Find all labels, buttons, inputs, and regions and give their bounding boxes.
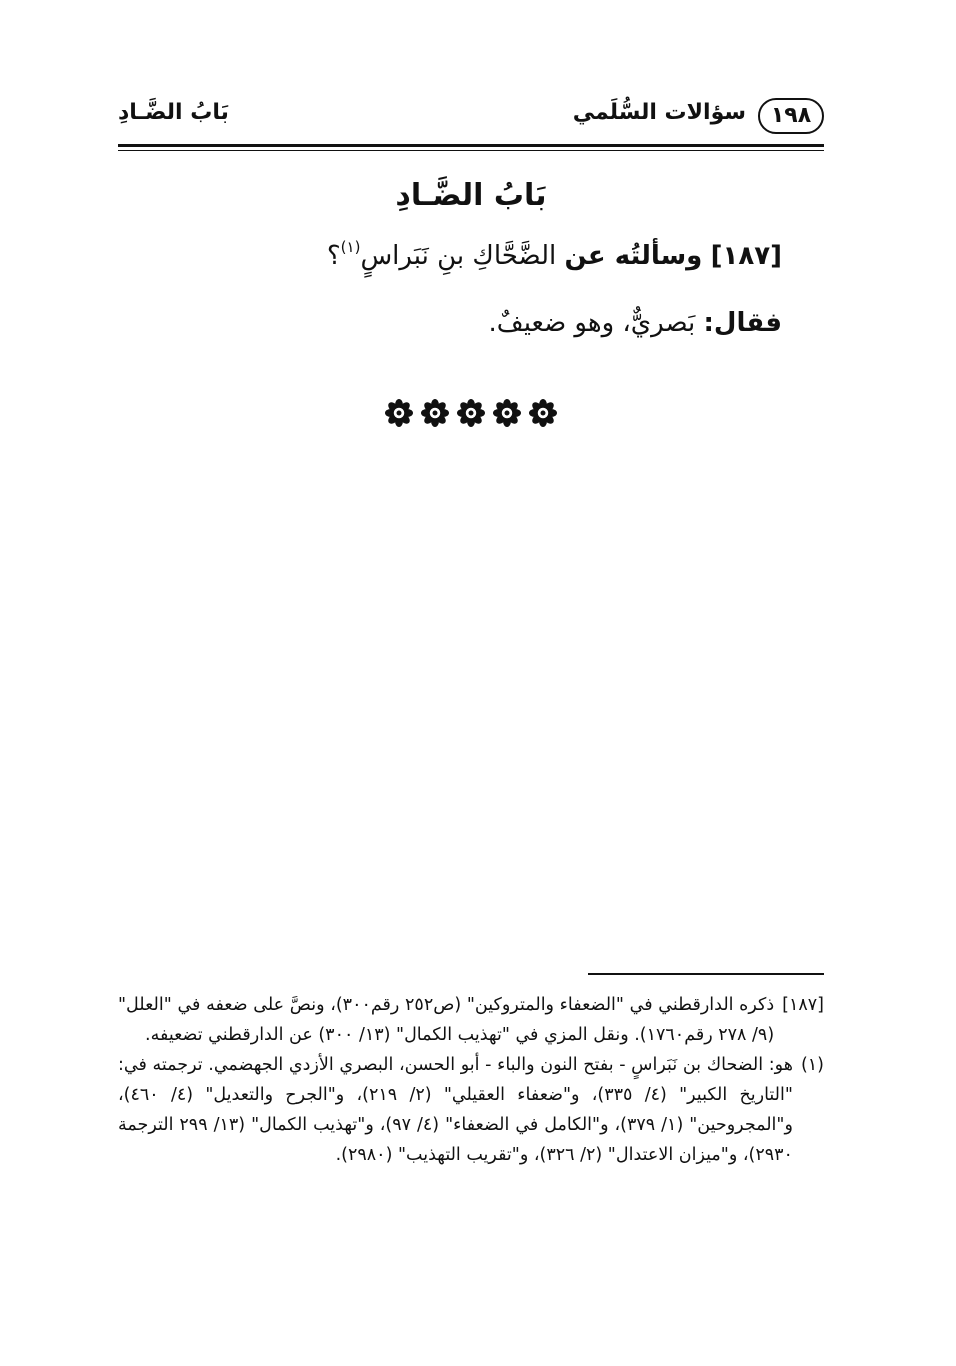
entry-number: [١٨٧] bbox=[710, 241, 782, 271]
footnote-reference[interactable]: (١) bbox=[340, 238, 361, 256]
section-end-ornaments bbox=[118, 398, 824, 428]
footnote-item bbox=[118, 1050, 824, 1170]
header-divider bbox=[118, 144, 824, 147]
book-title: سؤالات السُّلَمي bbox=[572, 100, 746, 125]
footnote-mark: [١٨٧] bbox=[782, 995, 824, 1015]
flower-ornament-icon bbox=[492, 398, 522, 428]
footnote-divider bbox=[588, 973, 824, 975]
answer-label: فقال: bbox=[703, 308, 782, 338]
footnotes bbox=[118, 990, 824, 1170]
chapter-header: بَابُ الضَّـادِ bbox=[118, 100, 229, 125]
footnote-text: هو: الضحاك بن نَبَراسٍ - بفتح النون والباء - أبو الحسن، البصري الأزدي الجهضمي. ترجمته في: "التاريخ الكبير" (٤/ ٣٣٥)، و"ضعفاء العقيلي" (٢/ ٢١٩)، و"الجرح والتعديل" (٤/ ٤٦٠)، و"المجروحين" (١/ ٣٧٩)، و"الكامل في الضعفاء" (٤/ ٩٧)، و"تهذيب الكمال" (١٣/ ٢٩٩ الترجمة ٢٩٣٠)، و"ميزان الاعتدال" (٢/ ٣٢٦)، و"تقريب التهذيب" (٢٩٨٠). bbox=[118, 1055, 793, 1165]
narrator-name: الضَّحَّاكِ بنِ نَبَراسٍ bbox=[360, 241, 557, 271]
section-heading: بَابُ الضَّـادِ bbox=[395, 178, 547, 213]
footnote-text: ذكره الدارقطني في "الضعفاء والمتروكين" (ص٢٥٢ رقم٣٠٠)، ونصَّ على ضعفه في "العلل" (٩/ ٢٧٨ رقم١٧٦٠). ونقل المزي في "تهذيب الكمال" (١٣/ ٣٠٠) عن الدارقطني تضعيفه. bbox=[118, 995, 775, 1045]
flower-ornament-icon bbox=[384, 398, 414, 428]
flower-ornament-icon bbox=[420, 398, 450, 428]
question-mark: ؟ bbox=[326, 241, 341, 271]
flower-ornament-icon bbox=[528, 398, 558, 428]
footnote-mark: (١) bbox=[800, 1055, 824, 1075]
answer-text: بَصريٌّ، وهو ضعيفٌ. bbox=[488, 308, 696, 338]
page-number: ١٩٨ bbox=[758, 98, 824, 134]
entry-answer bbox=[118, 308, 782, 338]
flower-ornament-icon bbox=[456, 398, 486, 428]
footnote-item bbox=[118, 990, 824, 1050]
header-divider-thin bbox=[118, 150, 824, 151]
entry-question bbox=[118, 238, 782, 271]
running-header bbox=[118, 96, 824, 144]
entry-question-text: وسألتُه عن bbox=[564, 241, 703, 271]
